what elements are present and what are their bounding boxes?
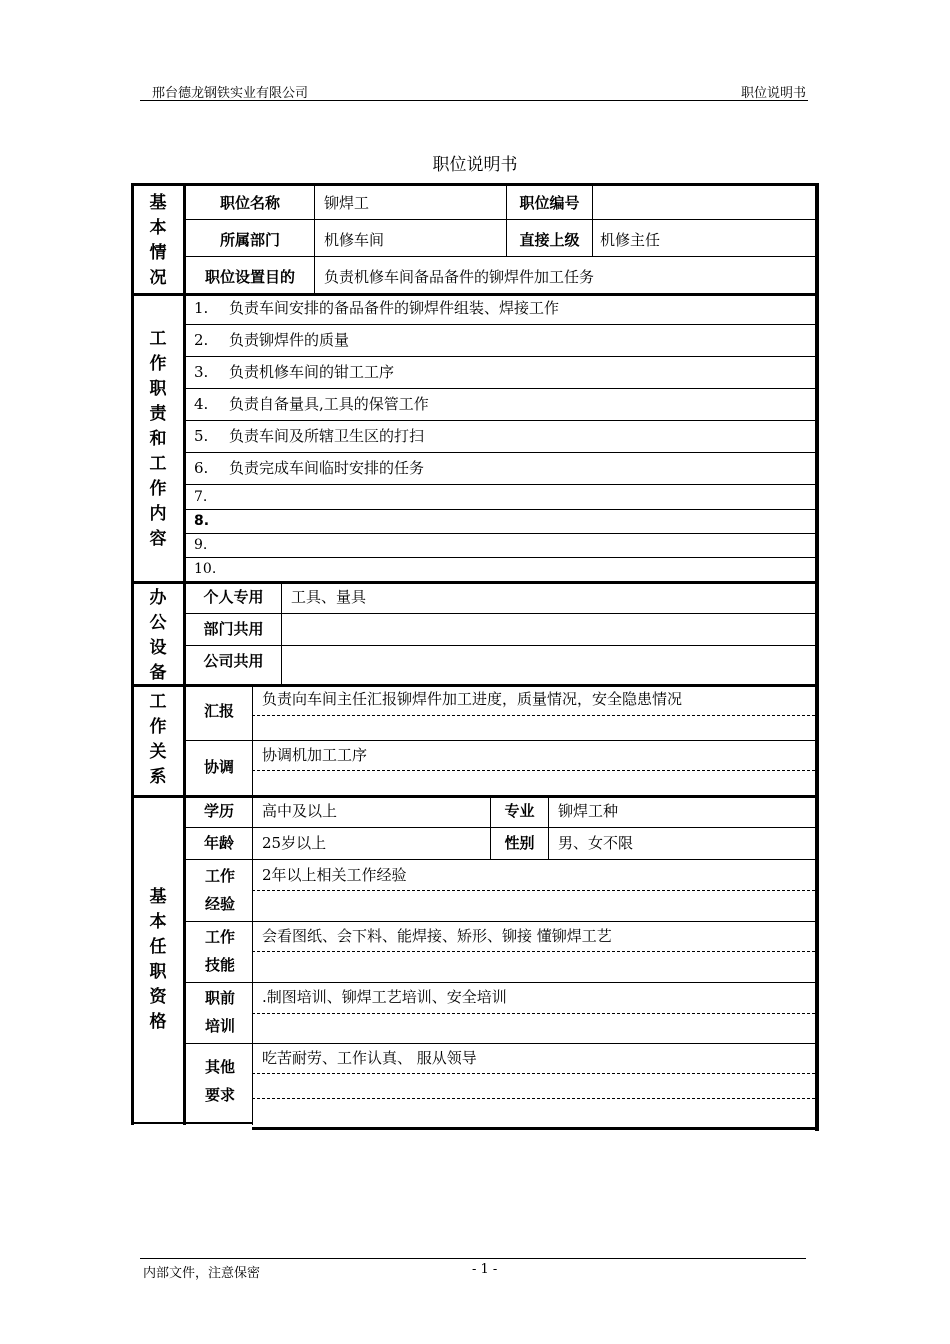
page-number: - 1 - [472, 1262, 498, 1277]
position-name-label: 职位名称 [219, 194, 280, 212]
document-type: 职位说明书 [740, 86, 806, 101]
major-value: 铆焊工种 [558, 802, 619, 820]
duty-text: 负责车间安排的备品备件的铆焊件组装、焊接工作 [229, 299, 560, 317]
personal-use-value: 工具、量具 [291, 588, 367, 606]
department-label: 所属部门 [219, 231, 280, 249]
experience-label: 工作经验 [204, 867, 235, 913]
duty-number: 3. [194, 363, 209, 381]
skills-label: 工作技能 [204, 928, 235, 974]
duty-number: 4. [194, 395, 209, 413]
coordinate-label: 协调 [203, 758, 234, 776]
education-label: 学历 [203, 802, 234, 820]
duty-text: 负责机修车间的钳工工序 [229, 363, 395, 381]
department-value: 机修车间 [324, 231, 385, 249]
training-label: 职前培训 [204, 989, 235, 1035]
section-basic-info: 基本情况 [149, 193, 167, 288]
personal-use-label: 个人专用 [203, 588, 264, 606]
duty-text: 负责车间及所辖卫生区的打扫 [229, 427, 425, 445]
experience-value: 2年以上相关工作经验 [262, 866, 407, 884]
duty-number: 10. [194, 561, 217, 577]
superior-label: 直接上级 [519, 231, 580, 249]
major-label: 专业 [504, 802, 535, 820]
position-name-value: 铆焊工 [324, 194, 370, 212]
other-requirements-label: 其他要求 [204, 1058, 235, 1104]
purpose-value: 负责机修车间备品备件的铆焊件加工任务 [324, 268, 595, 286]
skills-value: 会看图纸、会下料、能焊接、矫形、铆接 懂铆焊工艺 [262, 927, 612, 945]
training-value: .制图培训、铆焊工艺培训、安全培训 [262, 988, 507, 1006]
page-title: 职位说明书 [432, 155, 518, 175]
coordinate-value: 协调机加工工序 [262, 746, 368, 764]
duty-number: 7. [194, 489, 208, 505]
duty-text: 负责完成车间临时安排的任务 [229, 459, 425, 477]
gender-label: 性别 [504, 834, 535, 852]
position-code-label: 职位编号 [519, 194, 580, 212]
duty-number: 5. [194, 427, 209, 445]
other-requirements-value: 吃苦耐劳、工作认真、 服从领导 [262, 1049, 477, 1067]
footer-rule [140, 1258, 806, 1259]
duty-text: 负责自备量具,工具的保管工作 [229, 395, 429, 413]
superior-value: 机修主任 [600, 231, 661, 249]
duty-text: 负责铆焊件的质量 [229, 331, 350, 349]
age-value: 25岁以上 [262, 834, 327, 852]
purpose-label: 职位设置目的 [204, 268, 295, 286]
company-name: 邢台德龙钢铁实业有限公司 [152, 86, 309, 101]
footer-confidential: 内部文件，注意保密 [143, 1266, 261, 1281]
education-value: 高中及以上 [262, 802, 338, 820]
page-header [140, 82, 808, 101]
dept-shared-label: 部门共用 [203, 620, 264, 638]
duty-number: 8. [194, 513, 210, 529]
section-equipment: 办公设备 [149, 588, 167, 683]
duty-number: 2. [194, 331, 209, 349]
section-relations: 工作关系 [149, 692, 167, 787]
duty-number: 9. [194, 537, 208, 553]
report-label: 汇报 [203, 702, 234, 720]
report-value: 负责向车间主任汇报铆焊件加工进度，质量情况，安全隐患情况 [262, 690, 683, 708]
section-qualifications: 基本任职资格 [149, 887, 167, 1032]
duty-number: 1. [194, 299, 209, 317]
section-duties: 工作职责和工作内容 [149, 329, 167, 549]
age-label: 年龄 [203, 834, 234, 852]
gender-value: 男、女不限 [558, 834, 634, 852]
duty-number: 6. [194, 459, 209, 477]
company-shared-label: 公司共用 [203, 652, 264, 670]
